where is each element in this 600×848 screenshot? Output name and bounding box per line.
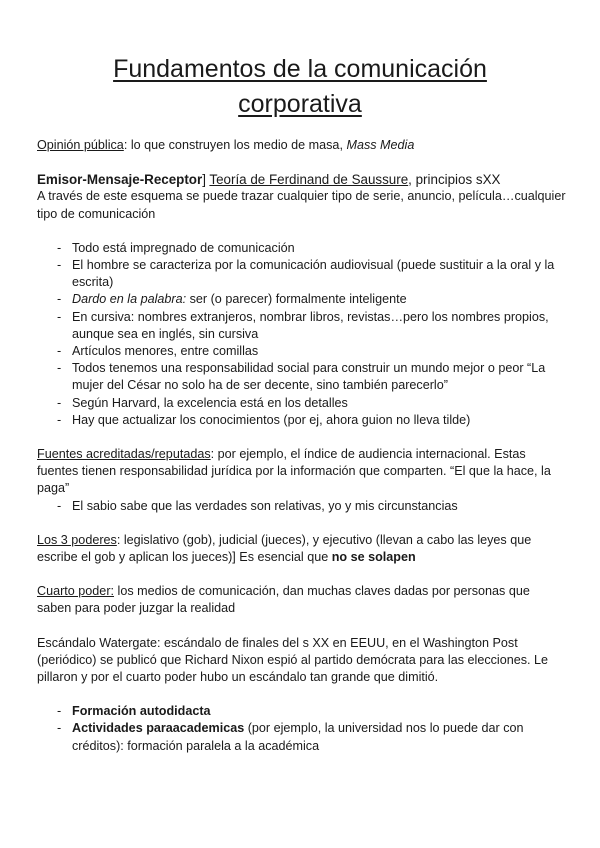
- list-item: - Según Harvard, la excelencia está en los detalles: [37, 395, 567, 412]
- opinion-text: : lo que construyen los medio de masa,: [123, 138, 347, 152]
- page-title-line2: corporativa: [238, 90, 362, 118]
- watergate-paragraph: Escándalo Watergate: escándalo de finales del s XX en EEUU, en el Washington Post (periódico) se publicó que Richard Nixon espió al partido demócrata para las elecciones. Le pillaron y por el cuarto poder hubo un escándalo tan grande que dimitió.: [37, 635, 549, 685]
- emisor-label: Emisor-Mensaje-Receptor: [37, 172, 203, 188]
- list-item: - En cursiva: nombres extranjeros, nombrar libros, revistas…pero los nombres propios, aunque sea en inglés, sin cursiva: [37, 309, 567, 343]
- fuentes-list: [37, 498, 567, 515]
- list-item: - Todo está impregnado de comunicación: [37, 240, 567, 257]
- list-item: - El sabio sabe que las verdades son relativas, yo y mis circunstancias: [37, 498, 567, 515]
- list-item: - Todos tenemos una responsabilidad social para construir un mundo mejor o peor “La mujer del César no solo ha de ser decente, sino también parecerlo”: [37, 360, 567, 394]
- poderes-label: Los 3 poderes: [37, 532, 117, 547]
- page-title: [0, 52, 600, 122]
- list-item: - Dardo en la palabra: ser (o parecer) formalmente inteligente: [37, 291, 567, 308]
- emisor-theory: Teoría de Ferdinand de Saussure: [209, 172, 409, 188]
- document-body: [37, 137, 567, 755]
- emisor-description: A través de este esquema se puede trazar cualquier tipo de serie, anuncio, película…cualquier tipo de comunicación: [37, 189, 566, 221]
- page-title-line1: Fundamentos de la comunicación: [113, 55, 487, 83]
- cuarto-label: Cuarto poder:: [37, 584, 115, 599]
- emisor-heading: [37, 171, 567, 188]
- emisor-bracket: ]: [202, 172, 210, 188]
- cuarto-text: los medios de comunicación, dan muchas claves dadas por personas que saben para poder juzgar la realidad: [37, 584, 530, 616]
- bullet-list-2: [37, 703, 567, 755]
- bullet-list-1: [37, 240, 567, 429]
- fuentes-text: : por ejemplo, el índice de audiencia internacional. Estas fuentes tienen responsabilidad jurídica por la información que comparten. “El que la hace, la paga”: [37, 447, 551, 496]
- emisor-theory-rest: , principios sXX: [408, 172, 501, 188]
- list-item: - Artículos menores, entre comillas: [37, 343, 567, 360]
- poderes-paragraph: [37, 532, 567, 566]
- list-item: - Actividades paraacademicas (por ejemplo, la universidad nos lo puede dar con créditos): formación paralela a la académica: [37, 720, 567, 754]
- cuarto-paragraph: [37, 583, 567, 617]
- fuentes-paragraph: [37, 446, 567, 498]
- list-item: - Formación autodidacta: [37, 703, 567, 720]
- opinion-emphasis: Mass Media: [346, 138, 415, 152]
- opinion-paragraph: [37, 137, 567, 154]
- poderes-bold: no se solapen: [331, 550, 416, 565]
- list-item: - El hombre se caracteriza por la comunicación audiovisual (puede sustituir a la oral y la escrita): [37, 257, 567, 291]
- fuentes-label: Fuentes acreditadas/reputadas: [37, 447, 211, 462]
- list-item: - Hay que actualizar los conocimientos (por ej, ahora guion no lleva tilde): [37, 412, 567, 429]
- poderes-text: : legislativo (gob), judicial (jueces), y ejecutivo (llevan a cabo las leyes que escribe el gob y aplican los jueces)] Es esencial que: [37, 532, 532, 565]
- opinion-label: Opinión pública: [37, 138, 124, 152]
